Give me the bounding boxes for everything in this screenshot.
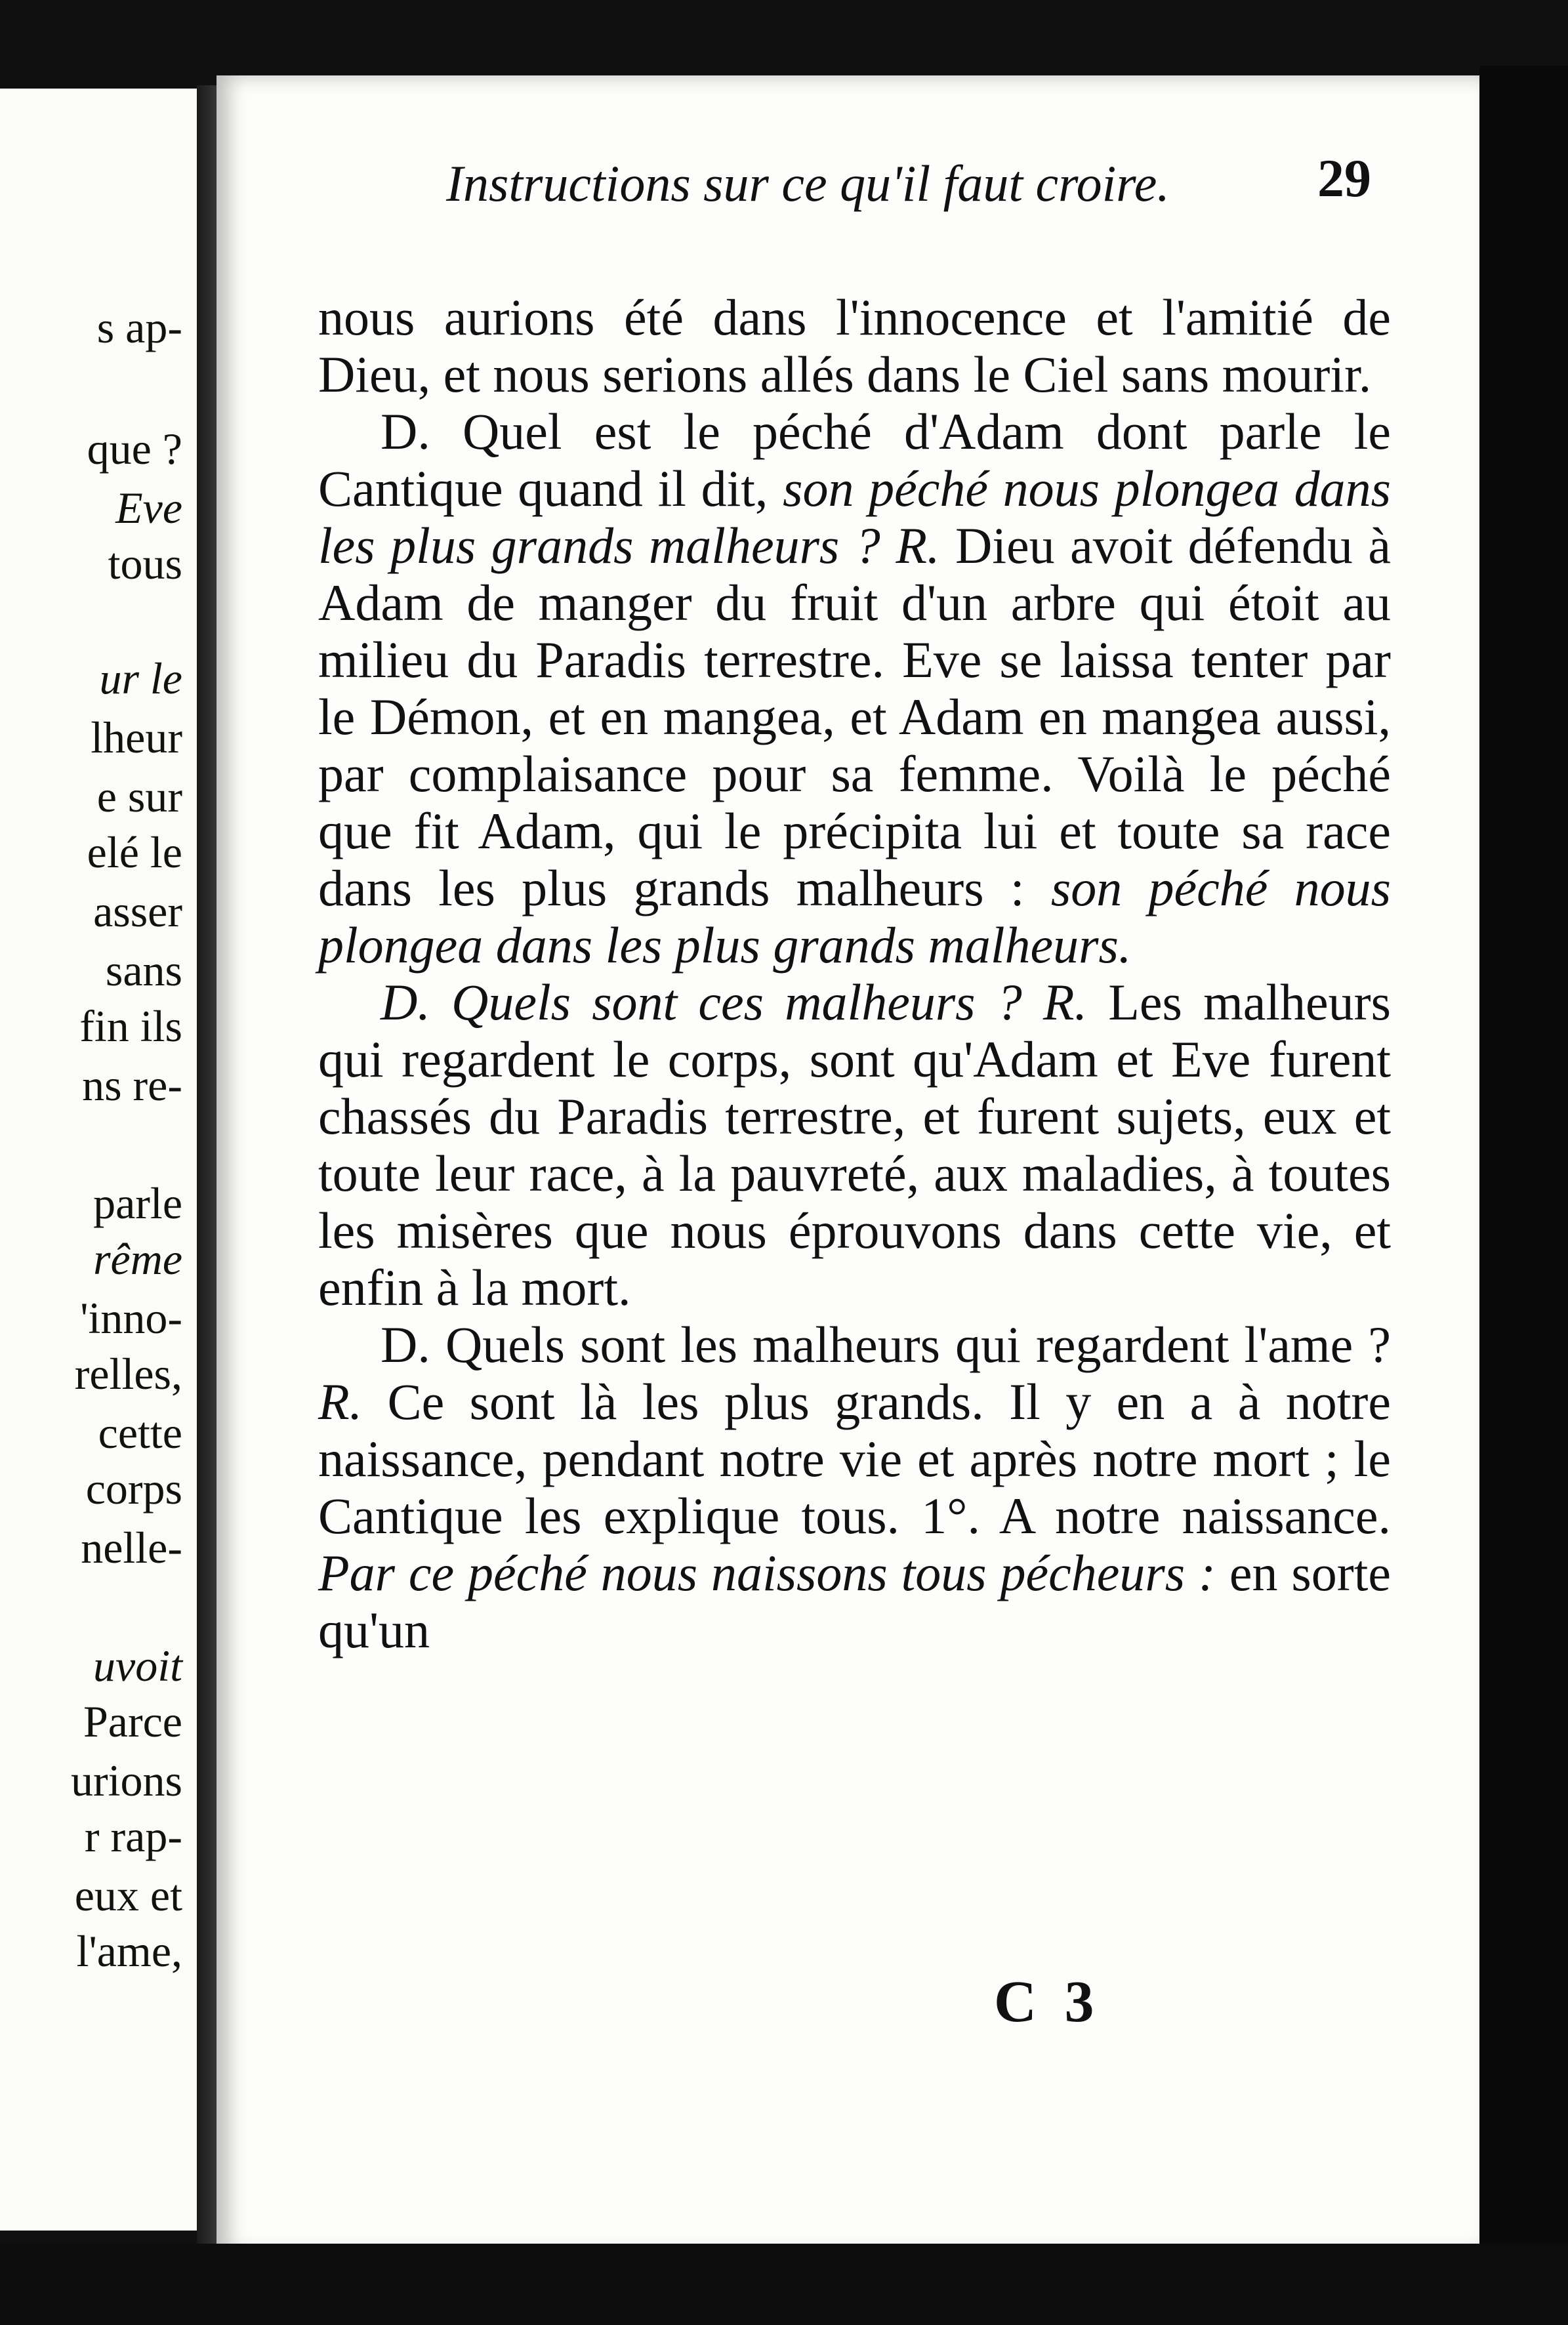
paragraph [318, 974, 1391, 1316]
left-line: urions [71, 1756, 182, 1805]
left-line: Parce [83, 1697, 182, 1746]
left-line: fin ils [79, 1001, 182, 1051]
answer-text: Les malheurs qui regardent le corps, sont qu'Adam et Eve furent chassés du Paradis terrestre, et furent sujets, eux et toute leur race, à la pauvreté, aux maladies, à toutes les misères que nous éprouvons dans cette vie, et enfin à la mort. [318, 974, 1391, 1316]
left-line: 'inno- [80, 1293, 182, 1343]
left-line: sans [105, 945, 182, 995]
question-text: D. Quels sont ces malheurs ? R. [381, 974, 1088, 1031]
paragraph [318, 403, 1391, 974]
left-line: parle [93, 1178, 182, 1228]
left-line: lheur [91, 712, 182, 762]
left-line: nelle- [81, 1523, 182, 1573]
left-line: asser [93, 886, 182, 936]
left-line: uvoit [93, 1641, 182, 1691]
answer-text: Ce sont là les plus grands. Il y en a à notre naissance, pendant notre vie et après notre mort ; le Cantique les explique tous. 1°. A notre naissance. [318, 1373, 1391, 1544]
left-line: elé le [87, 827, 182, 877]
left-line: que ? [87, 424, 182, 474]
left-line: tous [108, 539, 182, 588]
signature-mark: C 3 [994, 1969, 1101, 2034]
scan-edge-right [1479, 66, 1568, 2325]
scan-edge-bottom [0, 2244, 1568, 2325]
italic-quote: son péché nous plongea dans les plus grands malheurs ? R. [318, 460, 1391, 574]
left-line: s ap- [96, 302, 182, 352]
answer-text: Dieu avoit défendu à Adam de manger du fruit d'un arbre qui étoit au milieu du Paradis terrestre. Eve se laissa tenter par le Démon, et en mangea, et Adam en mangea aussi, par complaisance pour sa femme. Voilà le péché que fit Adam, qui le précipita lui et toute sa race dans les plus grands malheurs : [318, 517, 1391, 916]
answer-marker: R. [318, 1373, 363, 1430]
running-title: Instructions sur ce qu'il faut croire. [446, 155, 1170, 212]
page-body [318, 289, 1391, 1658]
page-header [230, 148, 1391, 220]
left-line: l'ame, [76, 1926, 182, 1976]
left-line: Eve [115, 483, 182, 533]
left-line: rême [93, 1234, 182, 1284]
italic-quote: Par ce péché nous naissons tous pécheurs : [318, 1544, 1216, 1601]
question-text: D. Quel est le péché d'Adam dont parle le Cantique quand il dit, [318, 403, 1391, 517]
answer-text: en sorte qu'un [318, 1544, 1391, 1658]
paragraph: nous aurions été dans l'innocence et l'amitié de Dieu, et nous serions allés dans le Ciel sans mourir. [318, 289, 1391, 403]
page-number: 29 [1317, 148, 1371, 208]
italic-quote: son péché nous plongea dans les plus grands malheurs. [318, 859, 1391, 974]
paragraph [318, 1316, 1391, 1658]
left-line: ns re- [82, 1060, 182, 1110]
left-line: e sur [96, 772, 182, 821]
left-line: ur le [99, 653, 182, 703]
question-text: D. Quels sont les malheurs qui regardent l'ame ? [381, 1316, 1391, 1373]
left-line: corps [85, 1464, 182, 1513]
facing-page-fragment [0, 89, 201, 2231]
left-line: eux et [74, 1870, 182, 1920]
left-line: cette [98, 1408, 182, 1458]
left-line: relles, [74, 1349, 182, 1399]
left-line: r rap- [84, 1811, 182, 1861]
